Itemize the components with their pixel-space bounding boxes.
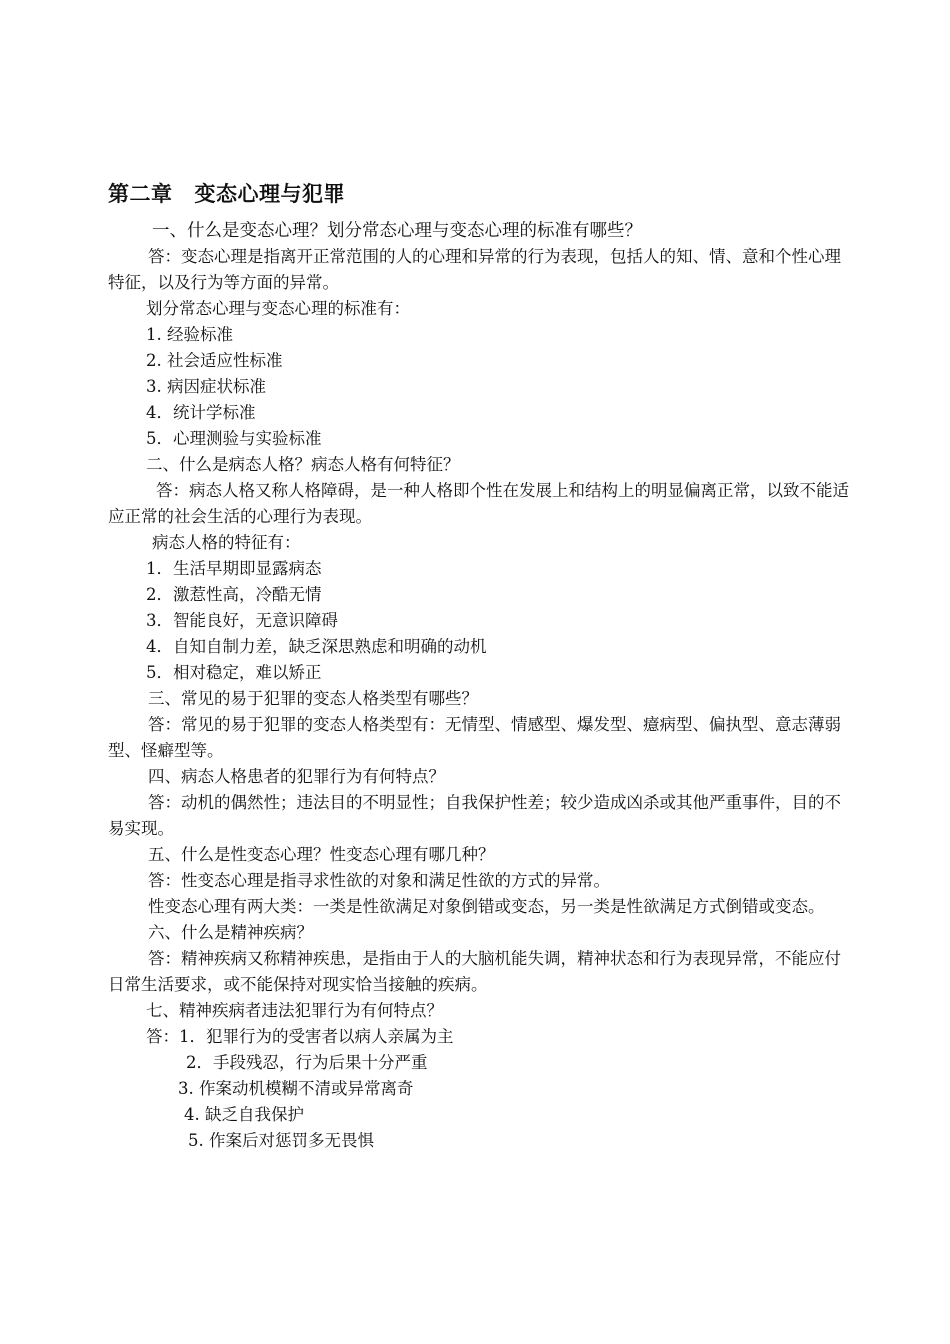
chapter-name: 变态心理与犯罪 <box>194 182 345 206</box>
list-item: 1. 经验标准 <box>146 325 233 344</box>
list-item: 1．生活早期即显露病态 <box>146 559 322 578</box>
list-item: 3. 作案动机模糊不清或异常离奇 <box>178 1079 414 1098</box>
question-6: 六、什么是精神疾病？ <box>148 923 313 942</box>
list-item: 2．手段残忍，行为后果十分严重 <box>186 1053 428 1072</box>
answer-1: 答：变态心理是指离开正常范围的人的心理和异常的行为表现，包括人的知、情、意和个性心理特征，以及行为等方面的异常。 <box>108 247 841 292</box>
answer-2-intro: 病态人格的特征有： <box>152 533 301 552</box>
answer-5: 答：性变态心理是指寻求性欲的对象和满足性欲的方式的异常。 <box>148 871 610 890</box>
list-item: 5. 作案后对惩罚多无畏惧 <box>188 1131 374 1150</box>
question-1: 一、什么是变态心理？划分常态心理与变态心理的标准有哪些？ <box>152 221 642 241</box>
chapter-number: 第二章 <box>108 182 173 206</box>
answer-5-types: 性变态心理有两大类：一类是性欲满足对象倒错或变态，另一类是性欲满足方式倒错或变态。 <box>148 897 825 916</box>
question-3: 三、常见的易于犯罪的变态人格类型有哪些？ <box>148 689 478 708</box>
question-2: 二、什么是病态人格？病态人格有何特征？ <box>146 455 460 474</box>
list-item: 答：1．犯罪行为的受害者以病人亲属为主 <box>146 1027 454 1046</box>
list-item: 4．统计学标准 <box>146 403 256 422</box>
chapter-title <box>108 178 345 208</box>
document-body <box>108 218 854 1154</box>
list-item: 3. 病因症状标准 <box>146 377 266 396</box>
list-item: 5．相对稳定，难以矫正 <box>146 663 322 682</box>
question-5: 五、什么是性变态心理？性变态心理有哪几种？ <box>148 845 495 864</box>
list-item: 2．激惹性高，冷酷无情 <box>146 585 322 604</box>
answer-4: 答：动机的偶然性；违法目的不明显性；自我保护性差；较少造成凶杀或其他严重事件，目的不易实现。 <box>108 793 841 838</box>
list-item: 5．心理测验与实验标准 <box>146 429 322 448</box>
question-4: 四、病态人格患者的犯罪行为有何特点？ <box>148 767 445 786</box>
list-item: 4. 缺乏自我保护 <box>184 1105 304 1124</box>
list-item: 3．智能良好，无意识障碍 <box>146 611 338 630</box>
list-item: 2. 社会适应性标准 <box>146 351 283 370</box>
answer-3: 答：常见的易于犯罪的变态人格类型有：无情型、情感型、爆发型、癔病型、偏执型、意志薄弱型、怪癖型等。 <box>108 715 841 760</box>
list-item: 4．自知自制力差，缺乏深思熟虑和明确的动机 <box>146 637 487 656</box>
answer-2: 答：病态人格又称人格障碍，是一种人格即个性在发展上和结构上的明显偏离正常，以致不能适应正常的社会生活的心理行为表现。 <box>108 481 849 526</box>
question-7: 七、精神疾病者违法犯罪行为有何特点？ <box>146 1001 443 1020</box>
answer-1-intro: 划分常态心理与变态心理的标准有： <box>146 299 410 318</box>
answer-6: 答：精神疾病又称精神疾患，是指由于人的大脑机能失调，精神状态和行为表现异常，不能应付日常生活要求，或不能保持对现实恰当接触的疾病。 <box>108 949 841 994</box>
